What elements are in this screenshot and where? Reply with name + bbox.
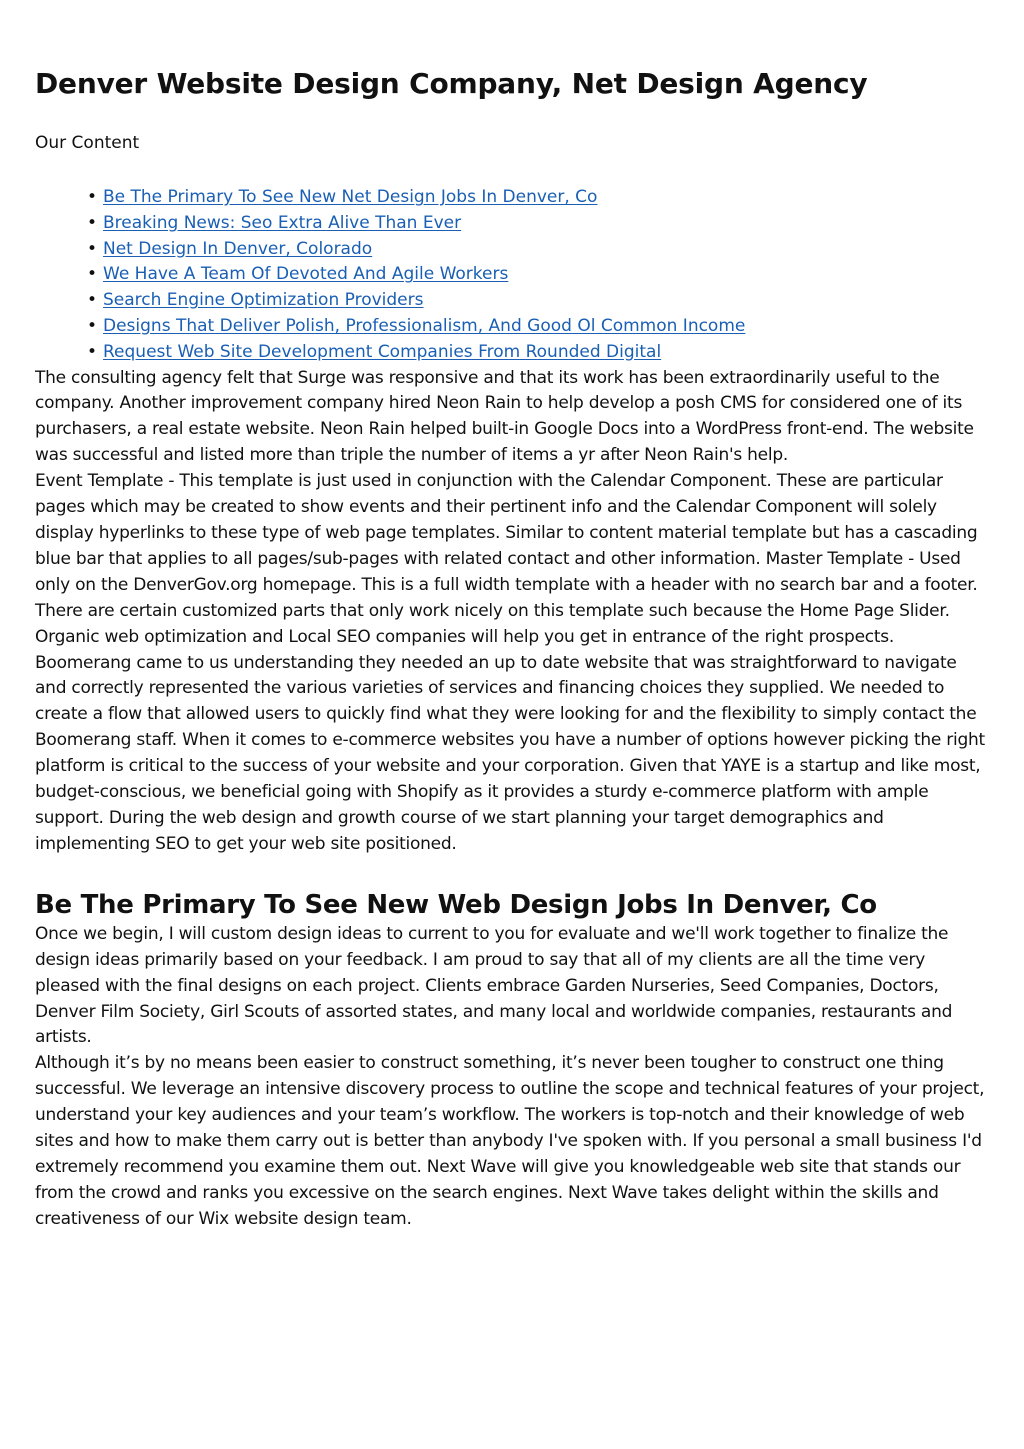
body-paragraph: The consulting agency felt that Surge was responsive and that its work has been extraordinarily useful to the company. Another improvement company hired Neon Rain to help develop a posh CMS for considered one of its purchasers, a real estate website. Neon Rain helped built-in Google Docs into a WordPress front-end. The website was successful and listed more than triple the number of items a yr after Neon Rain's help. [35,367,974,466]
body-paragraph: Event Template - This template is just used in conjunction with the Calendar Component. These are particular pages which may be created to show events and their pertinent info and the Calendar Component will solely display hyperlinks to these type of web page templates. Similar to content material template but has a cascading blue bar that applies to all pages/sub-pages with related contact and other information. Master Template - Used only on the DenverGov.org homepage. This is a full width template with a header with no search bar and a footer. There are certain customized parts that only work nicely on this template such because the Home Page Slider. Organic web optimization and Local SEO companies will help you get in entrance of the right prospects. [35,471,978,647]
toc-item [87,211,990,237]
bullet-icon: • [87,187,98,207]
toc-item [87,237,990,263]
toc-item [87,288,990,314]
toc-link[interactable]: Search Engine Optimization Providers [103,290,424,311]
toc-item [87,185,990,211]
bullet-icon: • [87,238,98,259]
section-paragraph: Once we begin, I will custom design ideas to current to you for evaluate and we'll work together to finalize the design ideas primarily based on your feedback. I am proud to say that all of my clients are all the time very pleased with the final designs on each project. Clients embrace Garden Nurseries, Seed Companies, Doctors, Denver Film Society, Girl Scouts of assorted states, and many local and worldwide companies, restaurants and artists. [35,923,953,1048]
bullet-icon: • [87,212,98,233]
toc-item [87,340,990,366]
bullet-icon: • [87,290,98,311]
toc-link[interactable]: Breaking News: Seo Extra Alive Than Ever [103,212,462,233]
toc-item [87,314,990,340]
intro-label: Our Content [35,133,140,153]
toc-item [87,262,990,288]
bullet-icon: • [87,341,98,362]
table-of-contents [35,185,990,366]
toc-link[interactable]: Request Web Site Development Companies From Rounded Digital [103,341,662,362]
toc-link[interactable]: Designs That Deliver Polish, Professionalism, And Good Ol Common Income [103,315,746,336]
section-heading: Be The Primary To See New Web Design Jobs In Denver, Co [35,889,877,920]
toc-link[interactable]: Be The Primary To See New Net Design Jobs In Denver, Co [103,187,598,207]
toc-link[interactable]: Net Design In Denver, Colorado [103,238,373,259]
section-paragraph: Although it’s by no means been easier to construct something, it’s never been tougher to construct one thing successful. We leverage an intensive discovery process to outline the scope and technical features of your project, understand your key audiences and your team’s workflow. The workers is top-notch and their knowledge of web sites and how to make them carry out is better than anybody I've spoken with. If you personal a small business I'd extremely recommend you examine them out. Next Wave will give you knowledgeable web site that stands our from the crowd and ranks you excessive on the search engines. Next Wave takes delight within the skills and creativeness of our Wix website design team. [35,1053,985,1229]
toc-link[interactable]: We Have A Team Of Devoted And Agile Workers [103,264,509,285]
page-title: Denver Website Design Company, Net Design Agency [35,67,868,100]
bullet-icon: • [87,315,98,336]
body-paragraph: Boomerang came to us understanding they needed an up to date website that was straightforward to navigate and correctly represented the various varieties of services and financing choices they supplied. We needed to create a flow that allowed users to quickly find what they were looking for and the flexibility to simply contact the Boomerang staff. When it comes to e-commerce websites you have a number of options however picking the right platform is critical to the success of your website and your corporation. Given that YAYE is a startup and like most, budget-conscious, we beneficial going with Shopify as it provides a sturdy e-commerce platform with ample support. During the web design and growth course of we start planning your target demographics and implementing SEO to get your web site positioned. [35,652,985,854]
bullet-icon: • [87,264,98,285]
